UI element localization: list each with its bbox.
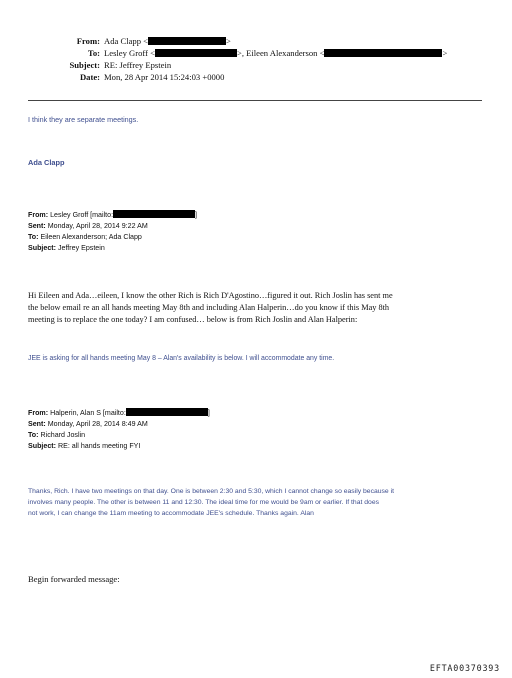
redaction-box — [324, 49, 442, 57]
msg3-from-row — [28, 408, 210, 419]
header-divider — [28, 100, 482, 101]
redaction-box — [155, 49, 237, 57]
msg3-subject-row — [28, 441, 140, 452]
msg3-subject-label: Subject: — [28, 442, 56, 450]
to-name: Lesley Groff < — [104, 48, 155, 58]
to-mid: >, Eileen Alexanderson < — [236, 48, 325, 58]
from-end: > — [226, 36, 231, 46]
msg3-body-line: involves many people. The other is between 11 and 12:30. The ideal time for me would be 9am or earlier. If that does — [28, 499, 380, 506]
msg3-to-row — [28, 430, 85, 441]
msg2-subject-value: Jeffrey Epstein — [57, 244, 105, 252]
msg3-sent-row — [28, 419, 148, 430]
subject-value: RE: Jeffrey Epstein — [104, 60, 172, 70]
msg2-body-line: Hi Eileen and Ada…eileen, I know the other Rich is Rich D'Agostino…figured it out. Rich Joslin has sent me — [28, 291, 393, 300]
msg2-body-line: the below email re an all hands meeting May 8th and including Alan Halperin…do you know if this May 8th — [28, 303, 390, 312]
msg3-from-value: Halperin, Alan S [mailto: — [50, 409, 126, 417]
document-id: EFTA00370393 — [429, 663, 500, 673]
msg2-to-label: To: — [28, 233, 39, 241]
to-value — [104, 48, 447, 58]
msg3-to-value: Richard Joslin — [40, 431, 86, 439]
msg2-from-row — [28, 210, 197, 221]
msg3-subject-value: RE: all hands meeting FYI — [57, 442, 141, 450]
msg2-body — [28, 290, 498, 326]
msg2-sent-label: Sent: — [28, 222, 46, 230]
msg3-body-line: Thanks, Rich. I have two meetings on that day. One is between 2:30 and 5:30, which I cannot change so easily because it — [28, 488, 394, 495]
date-value: Mon, 28 Apr 2014 15:24:03 +0000 — [104, 72, 225, 82]
from-name: Ada Clapp < — [104, 36, 148, 46]
redaction-box — [126, 408, 208, 416]
reply-signature: Ada Clapp — [28, 158, 65, 167]
msg2-from-value: Lesley Groff [mailto: — [50, 211, 114, 219]
msg2-body-line: meeting is to replace the one today? I am confused… below is from Rich Joslin and Alan Halperin: — [28, 315, 358, 324]
msg3-body — [28, 486, 394, 519]
msg3-sent-label: Sent: — [28, 420, 46, 428]
to-end: > — [442, 48, 448, 58]
to-label: To: — [87, 48, 100, 58]
msg2-subject-label: Subject: — [28, 244, 56, 252]
msg2-from-end: ] — [195, 211, 198, 219]
redaction-box — [148, 37, 226, 45]
from-label: From: — [76, 36, 100, 46]
msg2-sent-value: Monday, April 28, 2014 9:22 AM — [47, 222, 148, 230]
msg2-from-label: From: — [28, 211, 49, 219]
msg3-to-label: To: — [28, 431, 39, 439]
msg3-from-end: ] — [207, 409, 210, 417]
subject-label: Subject: — [69, 60, 100, 70]
from-value — [104, 36, 231, 46]
msg2-to-value: Eileen Alexanderson; Ada Clapp — [40, 233, 142, 241]
date-label: Date: — [79, 72, 100, 82]
msg2-quote: JEE is asking for all hands meeting May 8 – Alan's availability is below. I will accommodate any time. — [28, 355, 335, 362]
msg3-body-line: not work, I can change the 11am meeting to accommodate JEE's schedule. Thanks again. Alan — [28, 510, 314, 517]
msg2-subject-row — [28, 243, 105, 254]
msg2-to-row — [28, 232, 142, 243]
msg2-sent-row — [28, 221, 148, 232]
redaction-box — [113, 210, 198, 219]
msg3-sent-value: Monday, April 28, 2014 8:49 AM — [47, 420, 148, 428]
reply-body: I think they are separate meetings. — [28, 115, 139, 124]
forwarded-label: Begin forwarded message: — [28, 574, 120, 584]
msg3-from-label: From: — [28, 409, 49, 417]
